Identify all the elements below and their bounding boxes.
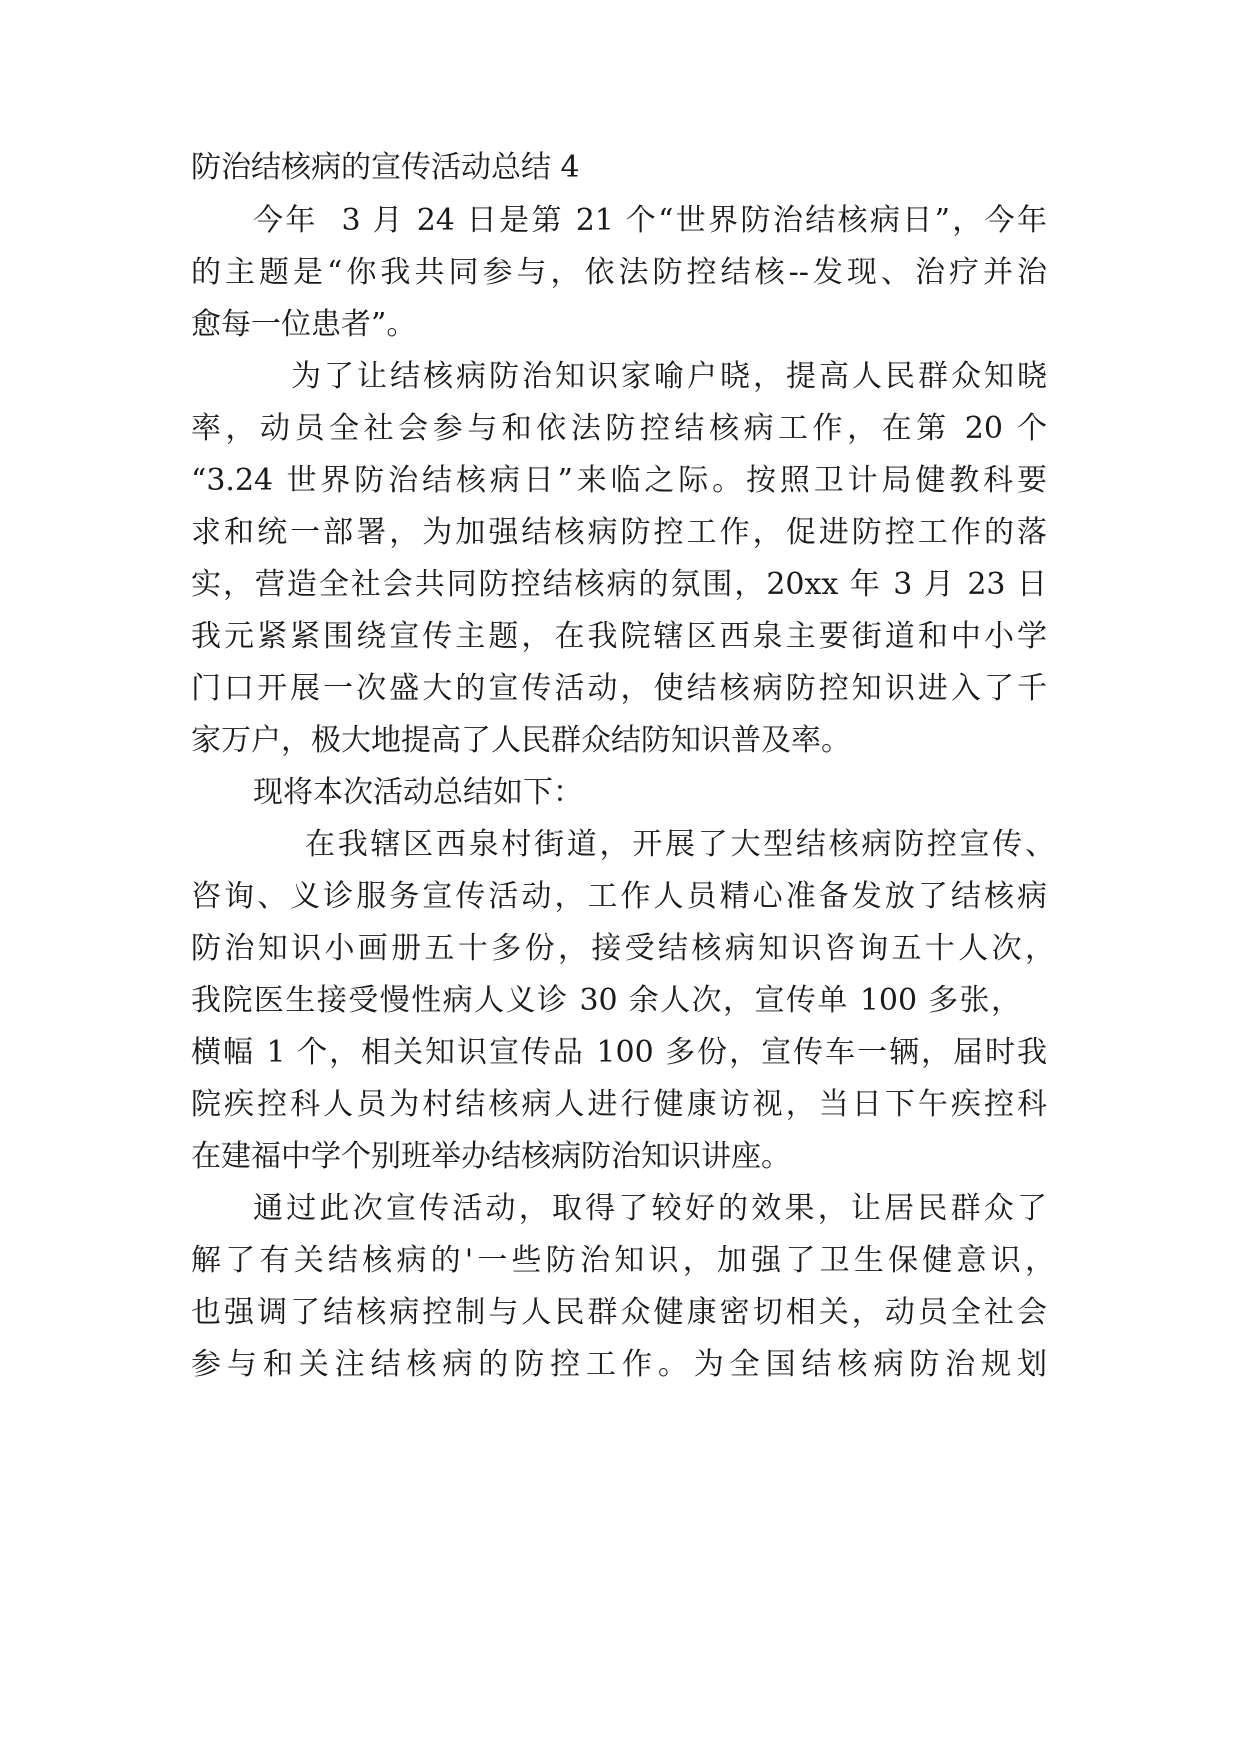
text-line: 防治知识小画册五十多份，接受结核病知识咨询五十人次， [191,931,1055,966]
text-line: “3.24 世界防治结核病日”来临之际。按照卫计局健教科要 [191,463,1047,498]
text-line: 实，营造全社会共同防控结核病的氛围，20xx 年 3 月 23 日 [191,567,1047,602]
text-line: 咨询、义诊服务宣传活动，工作人员精心准备发放了结核病 [191,879,1047,914]
text-line: 为了让结核病防治知识家喻户晓，提高人民群众知晓 [291,359,1047,394]
text-line: 在建福中学个别班举办结核病防治知识讲座。 [191,1139,791,1174]
text-line: 院疾控科人员为村结核病人进行健康访视，当日下午疾控科 [191,1087,1047,1122]
text-line: 我院医生接受慢性病人义诊 30 余人次，宣传单 100 多张， [191,983,1021,1018]
text-line: 家万户，极大地提高了人民群众结防知识普及率。 [191,723,851,758]
text-line: 在我辖区西泉村街道，开展了大型结核病防控宣传、 [305,827,1055,862]
text-line: 参与和关注结核病的防控工作。为全国结核病防治规划 [191,1347,1047,1382]
text-line: 门口开展一次盛大的宣传活动，使结核病防控知识进入了千 [191,671,1047,706]
text-line: 我元紧紧围绕宣传主题，在我院辖区西泉主要街道和中小学 [191,619,1047,654]
text-line: 求和统一部署，为加强结核病防控工作，促进防控工作的落 [191,515,1047,550]
text-line: 现将本次活动总结如下： [253,775,583,810]
text-line: 解了有关结核病的'一些防治知识，加强了卫生保健意识， [191,1243,1055,1278]
document-title: 防治结核病的宣传活动总结 4 [191,150,580,185]
text-line: 横幅 1 个，相关知识宣传品 100 多份，宣传车一辆，届时我 [191,1035,1047,1070]
text-line: 通过此次宣传活动，取得了较好的效果，让居民群众了 [253,1191,1047,1226]
text-line: 的主题是“你我共同参与，依法防控结核--发现、治疗并治 [191,255,1047,290]
text-line: 也强调了结核病控制与人民群众健康密切相关，动员全社会 [191,1295,1047,1330]
text-line: 率，动员全社会参与和依法防控结核病工作，在第 20 个 [191,411,1047,446]
text-line: 今年 3 月 24 日是第 21 个“世界防治结核病日”，今年 [253,203,1047,238]
text-line: 愈每一位患者”。 [191,307,417,342]
